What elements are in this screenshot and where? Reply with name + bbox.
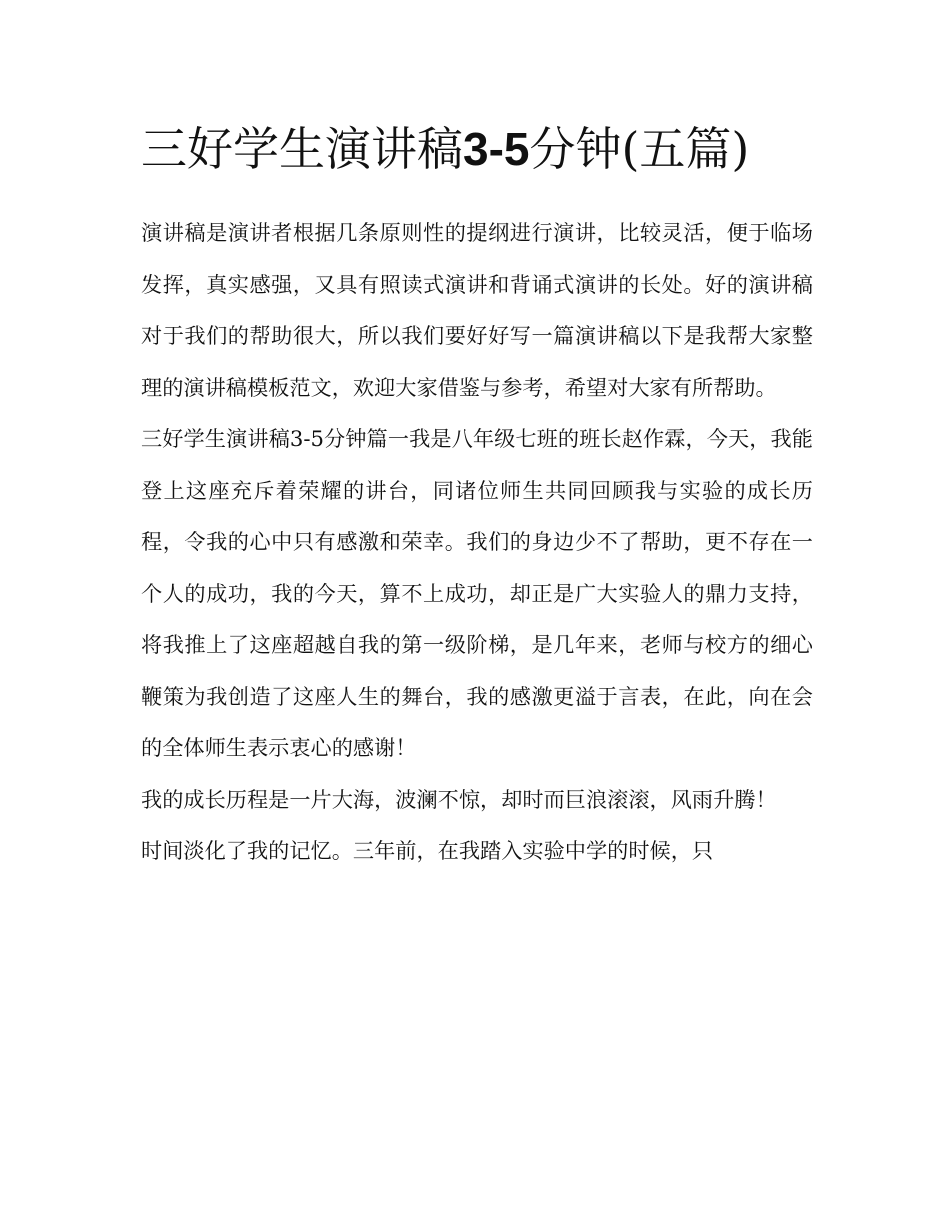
paragraph-intro: 演讲稿是演讲者根据几条原则性的提纲进行演讲，比较灵活，便于临场发挥，真实感强，又具有照读式演讲和背诵式演讲的长处。好的演讲稿对于我们的帮助很大，所以我们要好好写一篇演讲稿以下是我帮大家整理的演讲稿模板范文，欢迎大家借鉴与参考，希望对大家有所帮助。	[141, 220, 813, 400]
paragraph-growth-sea: 我的成长历程是一片大海，波澜不惊，却时而巨浪滚滚，风雨升腾！	[141, 786, 777, 812]
document-body	[141, 112, 813, 877]
title-text-part-1: 三好学生演讲稿	[141, 122, 463, 176]
title-text-part-2: 分钟(五篇)	[529, 122, 750, 176]
title-duration-number: 3-5	[463, 123, 530, 175]
document-title	[141, 112, 781, 187]
paragraph-memory: 时间淡化了我的记忆。三年前，在我踏入实验中学的时候，只	[141, 838, 714, 863]
paragraph-speech-one: 三好学生演讲稿3-5分钟篇一我是八年级七班的班长赵作霖，今天，我能登上这座充斥着荣耀的讲台，同诸位师生共同回顾我与实验的成长历程，令我的心中只有感激和荣幸。我们的身边少不了帮助，更不存在一个人的成功，我的今天，算不上成功，却正是广大实验人的鼎力支持，将我推上了这座超越自我的第一级阶梯，是几年来，老师与校方的细心鞭策为我创造了这座人生的舞台，我的感激更溢于言表，在此，向在会的全体师生表示衷心的感谢！	[141, 426, 813, 760]
